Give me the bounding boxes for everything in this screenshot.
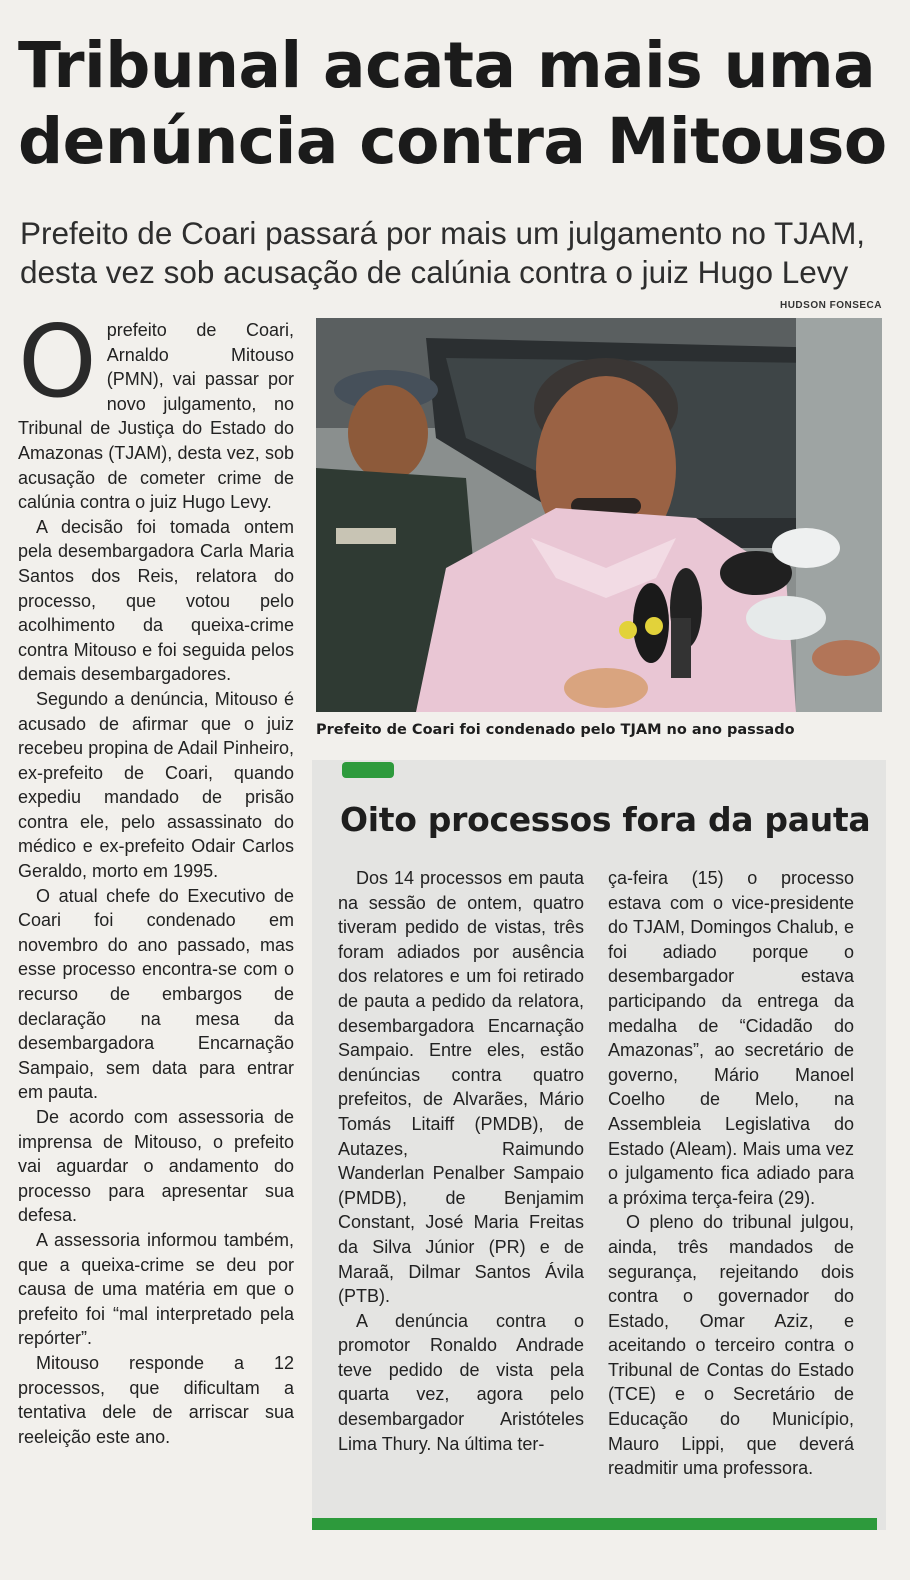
photo-illustration — [316, 318, 882, 712]
article-paragraph: A decisão foi tomada ontem pela desembargadora Carla Maria Santos dos Reis, relatora do processo, que votou pelo acolhimento da queixa-crime contra Mitouso e foi seguida pelos demais desembargadores. — [18, 516, 294, 685]
article-paragraph: Segundo a denúncia, Mitouso é acusado de afirmar que o juiz recebeu propina de Adail Pinheiro, ex-prefeito de Coari, quando expediu mandado de prisão contra ele, pelo assassinato do médico e ex-prefeito Odair Carlos Geraldo, morto em 1995. — [18, 688, 294, 882]
photo-credit: HUDSON FONSECA — [779, 300, 882, 311]
article-paragraph: O atual chefe do Executivo de Coari foi condenado em novembro do ano passado, mas esse processo encontra-se com o recurso de embargos de declaração na mesa da desembargadora Encarnação Sampaio, sem data para entrar em pauta. — [18, 885, 294, 1103]
sidebar-accent-tab — [342, 762, 394, 778]
article-body — [18, 303, 294, 1449]
sidebar-paragraph: Dos 14 processos em pauta na sessão de ontem, quatro tiveram pedido de vistas, três foram adiados por ausência dos relatores e um foi retirado de pauta a pedido da relatora, desembargadora Encarnação Sampaio. Entre eles, estão denúncias contra quatro prefeitos, de Alvarães, Mário Tomás Litaiff (PMDB), de Autazes, Raimundo Wanderlan Penalber Sampaio (PMDB), de Benjamim Constant, José Maria Freitas da Silva Júnior (PR) e de Maraã, Dilmar Santos Ávila (PTB). — [338, 868, 584, 1307]
sidebar-title: Oito processos fora da pauta — [340, 800, 871, 839]
news-photo — [316, 318, 882, 712]
photo-caption: Prefeito de Coari foi condenado pelo TJAM no ano passado — [316, 722, 795, 738]
sidebar-column-1 — [338, 866, 584, 1456]
article-paragraph: A assessoria informou também, que a queixa-crime se deu por causa de uma matéria em que o prefeito foi “mal interpretado pela repórter”. — [18, 1229, 294, 1349]
article-paragraph: Mitouso responde a 12 processos, que dificultam a tentativa dele de arriscar sua reeleição este ano. — [18, 1352, 294, 1447]
sidebar-column-2 — [608, 866, 854, 1481]
sidebar-paragraph: O pleno do tribunal julgou, ainda, três mandados de segurança, rejeitando dois contra o governador do Estado, Omar Aziz, e aceitando o terceiro contra o Tribunal de Contas do Estado (TCE) e o Secretário de Educação do Município, Mauro Lippi, que deverá readmitir uma professora. — [608, 1212, 854, 1479]
sidebar-paragraph: A denúncia contra o promotor Ronaldo Andrade teve pedido de vista pela quarta vez, agora pelo desembargador Aristóteles Lima Thury. Na última ter- — [338, 1310, 584, 1454]
article-paragraph: De acordo com assessoria de imprensa de Mitouso, o prefeito vai aguardar o andamento do processo para apresentar sua defesa. — [18, 1107, 294, 1226]
subheadline: Prefeito de Coari passará por mais um julgamento no TJAM, desta vez sob acusação de calúnia contra o juiz Hugo Levy — [20, 215, 866, 290]
headline: Tribunal acata mais uma denúncia contra Mitouso — [18, 29, 887, 178]
sidebar-bottom-rule — [312, 1518, 877, 1530]
article-paragraph: Oprefeito de Coari, Arnaldo Mitouso (PMN), vai passar por novo julgamento, no Tribunal de Justiça do Estado do Amazonas (TJAM), desta vez, sob acusação de cometer crime de calúnia contra o juiz Hugo Levy. — [18, 303, 294, 513]
sidebar-paragraph: ça-feira (15) o processo estava com o vice-presidente do TJAM, Domingos Chalub, e foi adiado porque o desembargador estava participando da entrega da medalha de “Cidadão do Amazonas”, ao secretário de governo, Mário Manoel Coelho de Melo, na Assembleia Legislativa do Estado (Aleam). Mais uma vez o julgamento fica adiado para a próxima terça-feira (29). — [608, 868, 854, 1208]
drop-cap: O — [18, 303, 97, 420]
